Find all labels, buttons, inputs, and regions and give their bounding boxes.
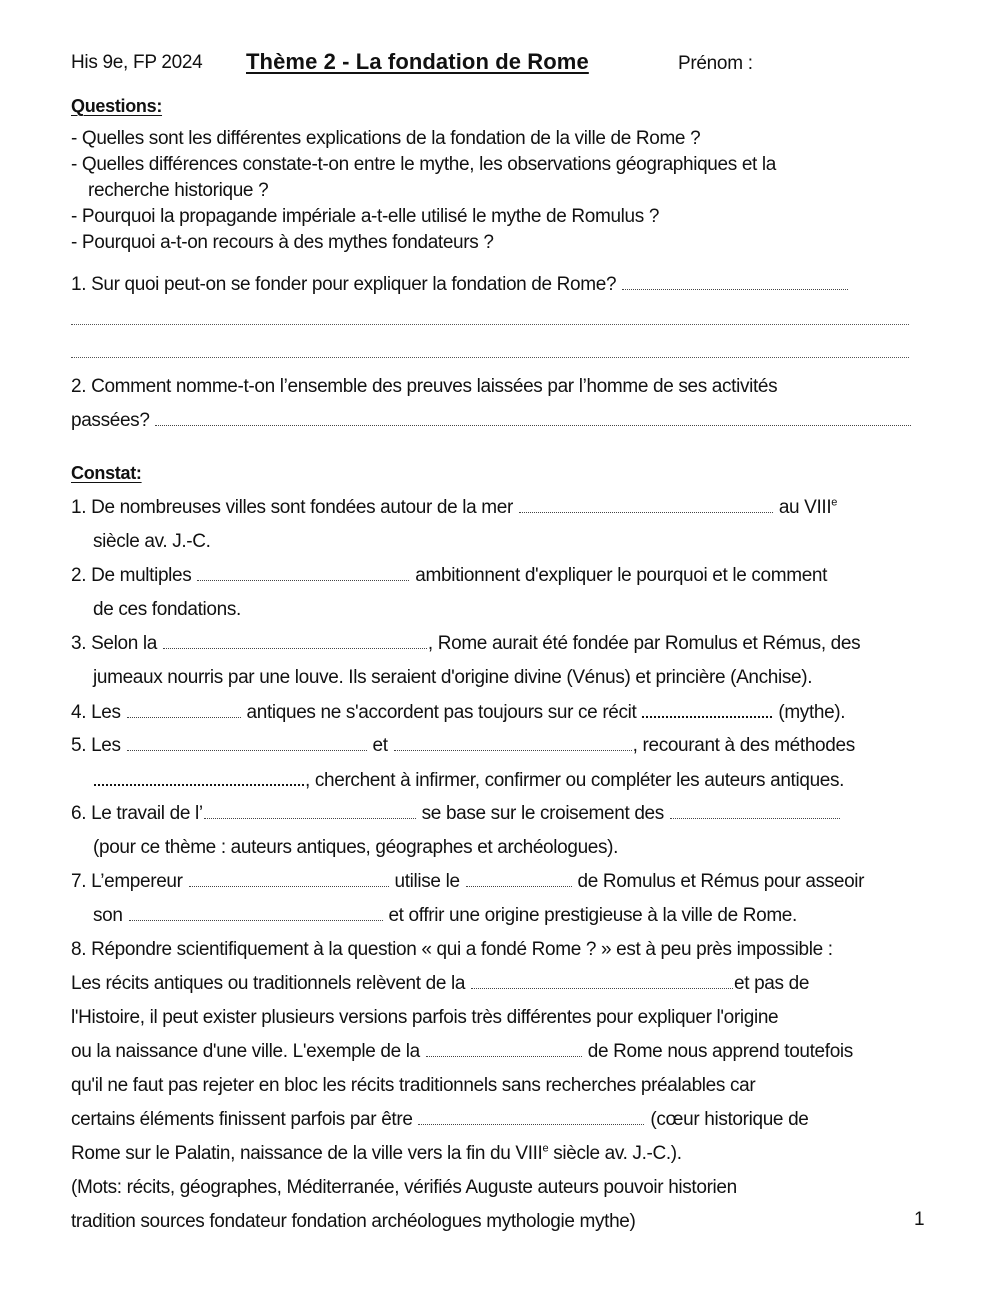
statement-5-cont [93, 768, 844, 793]
statement-5 [71, 734, 855, 758]
answer-blank[interactable] [642, 700, 772, 718]
statement-1 [71, 496, 837, 520]
answer-blank[interactable] [127, 734, 367, 751]
statement-text: et pas de [734, 973, 810, 994]
statement-text: ou la naissance d'une ville. L'exemple de la [71, 1041, 420, 1062]
statement-text: 2. De multiples [71, 565, 192, 586]
statement-text: et [372, 735, 388, 756]
statement-7 [71, 870, 864, 894]
statement-text: Les récits antiques ou traditionnels relèvent de la [71, 973, 466, 994]
statement-text: , Rome aurait été fondée par Romulus et Rémus, des [427, 633, 861, 654]
statement-text: au VIII [778, 497, 832, 518]
statement-2 [71, 564, 827, 588]
answer-blank[interactable] [519, 496, 773, 513]
answer-blank[interactable] [155, 409, 911, 426]
exercise-1-text: 1. Sur quoi peut-on se fonder pour expliquer la fondation de Rome? [71, 274, 617, 295]
exercise-2-text: passées? [71, 410, 150, 431]
statement-text: se base sur le croisement des [421, 803, 664, 824]
statement-4 [71, 700, 845, 725]
page-title: Thème 2 - La fondation de Rome [246, 49, 589, 74]
answer-blank[interactable] [197, 564, 409, 581]
name-label: Prénom : [678, 53, 753, 74]
statement-text: 4. Les [71, 702, 121, 723]
statement-8-line [71, 1142, 682, 1166]
superscript: e [542, 1142, 549, 1155]
exercise-2-cont [71, 409, 912, 433]
question-item: - Quelles sont les différentes explications de la fondation de la ville de Rome ? [71, 128, 701, 149]
answer-blank[interactable] [670, 802, 840, 819]
statement-text: , recourant à des méthodes [632, 735, 855, 756]
statement-text: 5. Les [71, 735, 121, 756]
answer-line[interactable] [71, 355, 909, 358]
statement-text: 1. De nombreuses villes sont fondées autour de la mer [71, 497, 513, 518]
answer-blank[interactable] [471, 972, 733, 989]
statement-text: et offrir une origine prestigieuse à la ville de Rome. [388, 905, 797, 926]
course-label: His 9e, FP 2024 [71, 52, 203, 73]
answer-blank[interactable] [129, 904, 383, 921]
statement-text: 3. Selon la [71, 633, 157, 654]
answer-blank[interactable] [189, 870, 389, 887]
answer-blank[interactable] [94, 768, 304, 786]
statement-6 [71, 802, 841, 826]
statement-text: de Romulus et Rémus pour asseoir [577, 871, 865, 892]
statement-8: 8. Répondre scientifiquement à la question « qui a fondé Rome ? » est à peu près impossible : [71, 939, 833, 960]
word-bank-line: (Mots: récits, géographes, Méditerranée, vérifiés Auguste auteurs pouvoir historien [71, 1177, 737, 1198]
questions-heading: Questions: [71, 96, 163, 116]
statement-8-line [71, 1040, 853, 1064]
statement-8-line [71, 1108, 809, 1132]
statement-text: (mythe). [778, 702, 846, 723]
statement-text: (cœur historique de [650, 1109, 809, 1130]
statement-8-line: qu'il ne faut pas rejeter en bloc les récits traditionnels sans recherches préalables car [71, 1075, 756, 1096]
answer-blank[interactable] [163, 632, 427, 649]
statement-text: 7. L’empereur [71, 871, 183, 892]
statement-text: antiques ne s'accordent pas toujours sur ce récit [246, 702, 637, 723]
statement-text: son [93, 905, 123, 926]
statement-2-cont: de ces fondations. [93, 599, 241, 620]
statement-text: 6. Le travail de l’ [71, 803, 203, 824]
exercise-2: 2. Comment nomme-t-on l’ensemble des preuves laissées par l’homme de ses activités [71, 376, 778, 397]
answer-blank[interactable] [127, 701, 241, 718]
answer-line[interactable] [71, 322, 909, 325]
question-item: recherche historique ? [88, 180, 269, 201]
statement-8-line: l'Histoire, il peut exister plusieurs versions parfois très différentes pour expliquer l'origine [71, 1007, 779, 1028]
statement-1-cont: siècle av. J.-C. [93, 531, 211, 552]
statement-text: utilise le [394, 871, 460, 892]
answer-blank[interactable] [418, 1108, 644, 1125]
statement-text: certains éléments finissent parfois par être [71, 1109, 413, 1130]
superscript: e [831, 496, 838, 509]
answer-blank[interactable] [466, 870, 572, 887]
constat-heading: Constat: [71, 463, 142, 483]
statement-8-line [71, 972, 809, 996]
answer-blank[interactable] [394, 734, 632, 751]
question-item: - Pourquoi a-t-on recours à des mythes fondateurs ? [71, 232, 494, 253]
statement-6-cont: (pour ce thème : auteurs antiques, géographes et archéologues). [93, 837, 619, 858]
statement-3-cont: jumeaux nourris par une louve. Ils seraient d'origine divine (Vénus) et princière (Anchise). [93, 667, 813, 688]
statement-text: Rome sur le Palatin, naissance de la ville vers la fin du VIII [71, 1143, 543, 1164]
statement-text: , cherchent à infirmer, confirmer ou compléter les auteurs antiques. [305, 770, 845, 791]
word-bank-line: tradition sources fondateur fondation archéologues mythologie mythe) [71, 1211, 636, 1232]
answer-blank[interactable] [204, 802, 416, 819]
statement-3 [71, 632, 860, 656]
statement-text: siècle av. J.-C.). [553, 1143, 682, 1164]
answer-blank[interactable] [426, 1040, 582, 1057]
statement-text: ambitionnent d'expliquer le pourquoi et le comment [415, 565, 828, 586]
question-item: - Pourquoi la propagande impériale a-t-elle utilisé le mythe de Romulus ? [71, 206, 660, 227]
answer-blank[interactable] [622, 273, 848, 290]
statement-text: de Rome nous apprend toutefois [587, 1041, 853, 1062]
statement-7-cont [93, 904, 797, 928]
page-number: 1 [914, 1209, 925, 1230]
exercise-1 [71, 273, 849, 297]
question-item: - Quelles différences constate-t-on entre le mythe, les observations géographiques et la [71, 154, 776, 175]
